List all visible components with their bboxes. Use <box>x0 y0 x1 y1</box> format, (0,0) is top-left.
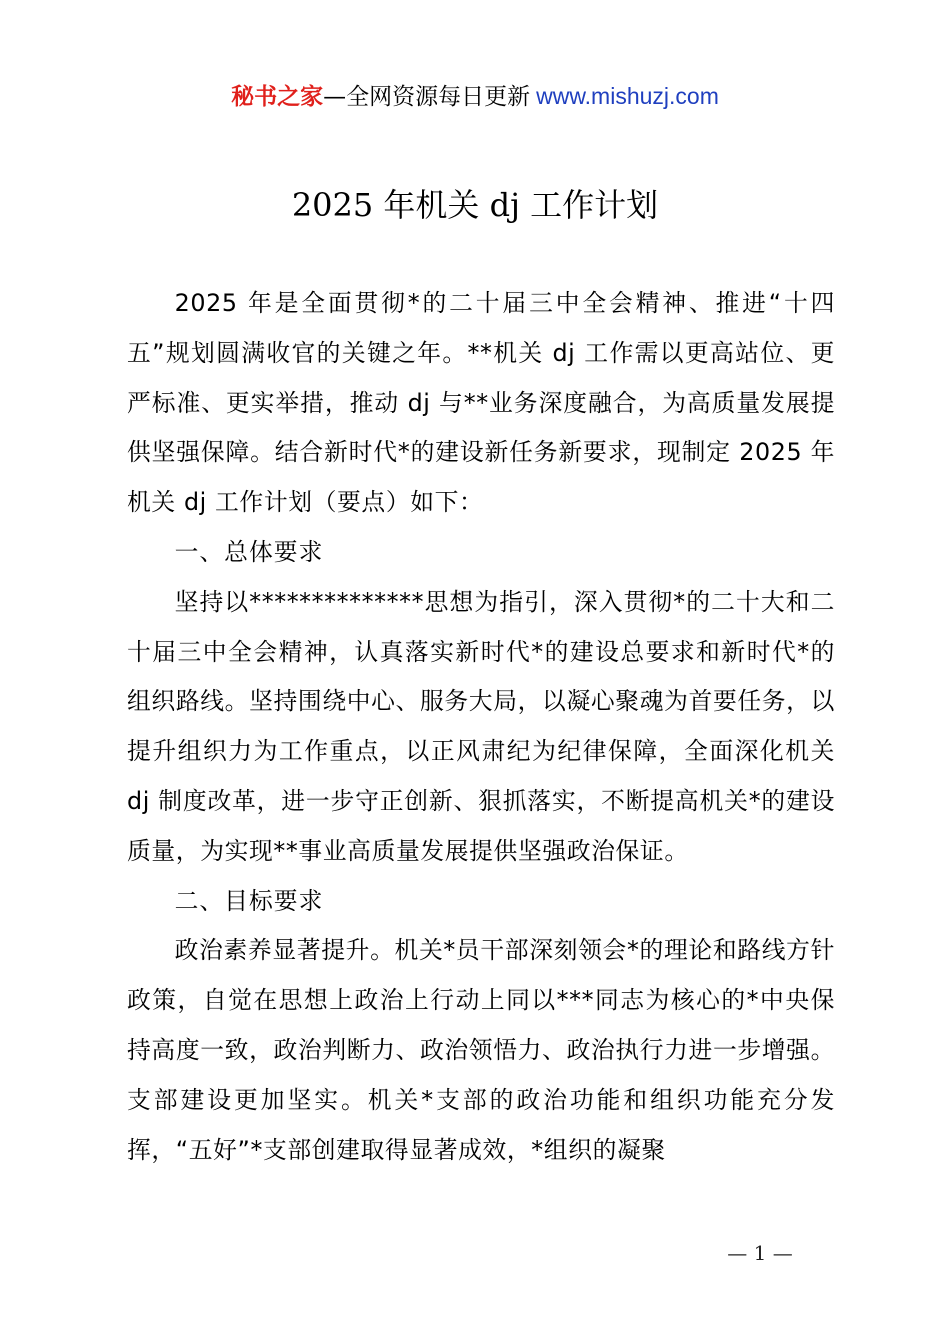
site-url[interactable]: www.mishuzj.com <box>536 83 719 109</box>
document-body <box>127 279 835 1175</box>
general-requirements-paragraph: 坚持以**************思想为指引，深入贯彻*的二十大和二十届三中全会精神，认真落实新时代*的建设总要求和新时代*的组织路线。坚持围绕中心、服务大局，以凝心聚魂为首要任务，以提升组织力为工作重点，以正风肃纪为纪律保障，全面深化机关 dj 制度改革，进一步守正创新、狠抓落实，不断提高机关*的建设质量，为实现**事业高质量发展提供坚强政治保证。 <box>127 587 835 865</box>
site-banner <box>0 80 950 113</box>
page-number: — 1 — <box>727 1241 793 1265</box>
section-heading-general: 一、总体要求 <box>174 537 324 566</box>
intro-paragraph: 2025 年是全面贯彻*的二十届三中全会精神、推进“十四五”规划圆满收官的关键之年。**机关 dj 工作需以更高站位、更严标准、更实举措，推动 dj 与**业务深度融合，为高质量发展提供坚强保障。结合新时代*的建设新任务新要求，现制定 2025 年机关 dj 工作计划（要点）如下： <box>127 289 835 517</box>
section-heading-goals: 二、目标要求 <box>174 886 324 915</box>
banner-tagline: —全网资源每日更新 <box>323 84 531 110</box>
brand-name: 秘书之家 <box>231 84 324 110</box>
document-title: 2025 年机关 dj 工作计划 <box>291 186 659 224</box>
goals-paragraph: 政治素养显著提升。机关*员干部深刻领会*的理论和路线方针政策，自觉在思想上政治上行动上同以***同志为核心的*中央保持高度一致，政治判断力、政治领悟力、政治执行力进一步增强。支部建设更加坚实。机关*支部的政治功能和组织功能充分发挥，“五好”*支部创建取得显著成效，*组织的凝聚 <box>127 936 835 1164</box>
